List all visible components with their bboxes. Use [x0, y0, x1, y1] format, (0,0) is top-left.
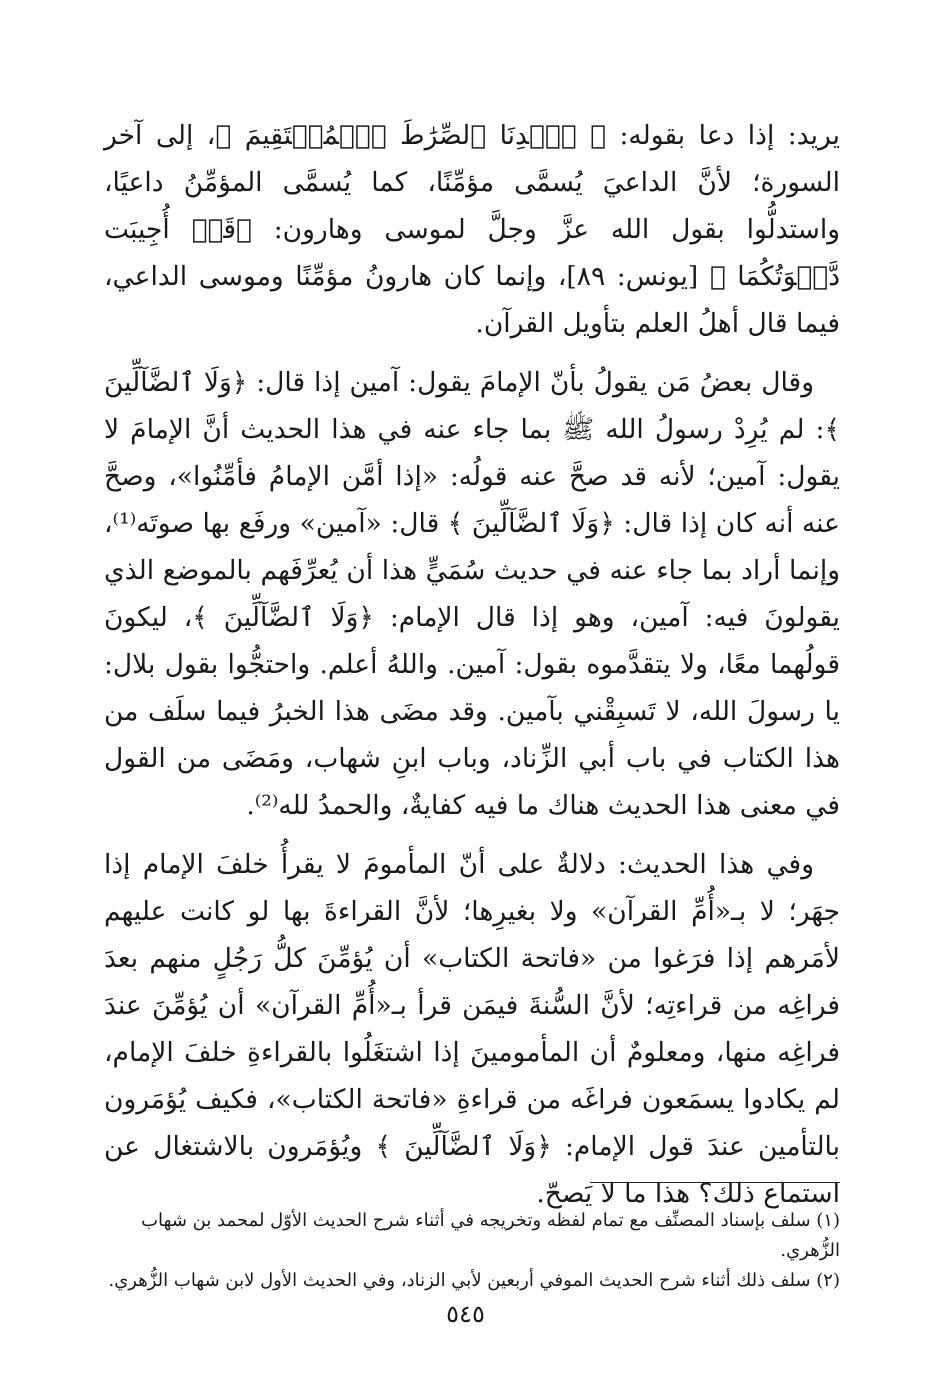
paragraph-2: وقال بعضُ مَن يقولُ بأنّ الإمامَ يقول: آمين إذا قال: ﴿وَلَا ٱلضَّآلِّينَ ﴾: لم يُرِدْ رسولُ الله ﷺ بما جاء عنه في هذا الحديث أنَّ الإمامَ لا يقول: آمين؛ لأنه قد صحَّ عنه قولُه: «إذا أمَّن الإمامُ فأمِّنُوا»، وصحَّ عنه أنه كان إذا قال: ﴿وَلَا ٱلضَّآلِّينَ ﴾ قال: «آمين» ورفَع بها صوتَه⁽¹⁾، وإنما أراد بما جاء عنه في حديث سُمَيٍّ هذا أن يُعرِّفَهم بالموضع الذي يقولونَ فيه: آمين، وهو إذا قال الإمام: ﴿وَلَا ٱلضَّآلِّينَ ﴾، ليكونَ قولُهما معًا، ولا يتقدَّموه بقول: آمين. واللهُ أعلم. واحتجُّوا بقول بلال: يا رسولَ الله، لا تَسبِقْني بآمين. وقد مضَى هذا الخبرُ فيما سلَف من هذا الكتاب في باب أبي الزِّناد، وباب ابنِ شهاب، ومَضَى من القول في معنى هذا الحديث هناك ما فيه كفايةٌ، والحمدُ لله⁽²⁾. [104, 367, 840, 821]
page-body [104, 112, 840, 1217]
paragraph-1: يريد: إذا دعا بقوله: ﴿ ٱهۡدِنَا ٱلصِّرَٰطَ ٱلۡمُسۡتَقِيمَ ﴾، إلى آخر السورة؛ لأنَّ الداعيَ يُسمَّى مؤمِّنًا، كما يُسمَّى المؤمِّنُ داعيًا، واستدلُّوا بقول الله عزَّ وجلَّ لموسى وهارون: ﴿قَدۡ أُجِيبَت دَّعۡوَتُكُمَا ﴾ [يونس: ٨٩]، وإنما كان هارونُ مؤمِّنًا وموسى الداعي، فيما قال أهلُ العلم بتأويل القرآن. [104, 120, 841, 339]
footnote-2: (٢) سلف ذلك أثناء شرح الحديث الموفي أربعين لأبي الزناد، وفي الحديث الأول لابن شهاب الزُّهري. [108, 1270, 840, 1291]
page-number: ٥٤٥ [446, 1300, 485, 1328]
footnote-separator [590, 1182, 840, 1183]
footnotes [104, 1206, 840, 1296]
footnote-1: (١) سلف بإسناد المصنِّف مع تمام لفظه وتخريجه في أثناء شرح الحديث الأوّل لمحمد بن شهاب الزُّهري. [141, 1210, 840, 1261]
paragraph-3: وفي هذا الحديث: دلالةٌ على أنّ المأمومَ لا يقرأُ خلفَ الإمام إذا جهَر؛ لا بـ«أُمِّ القرآن» ولا بغيرِها؛ لأنَّ القراءةَ بها لو كانت عليهم لأمَرهم إذا فرَغوا من «فاتحة الكتاب» أن يُؤمِّنَ كلُّ رَجُلٍ منهم بعدَ فراغِه من قراءتِه؛ لأنَّ السُّنةَ فيمَن قرأ بـ«أُمِّ القرآن» أن يُؤمِّنَ عندَ فراغِه منها، ومعلومٌ أن المأمومينَ إذا اشتغَلُوا بالقراءةِ خلفَ الإمام، لم يكادوا يسمَعون فراغَه من قراءةِ «فاتحة الكتاب»، فكيف يُؤمَرون بالتأمين عندَ قول الإمام: ﴿وَلَا ٱلضَّآلِّينَ ﴾ ويُؤمَرون بالاشتغال عن استماع ذلك؟ هذا ما لا يَصحّ. [104, 849, 840, 1209]
